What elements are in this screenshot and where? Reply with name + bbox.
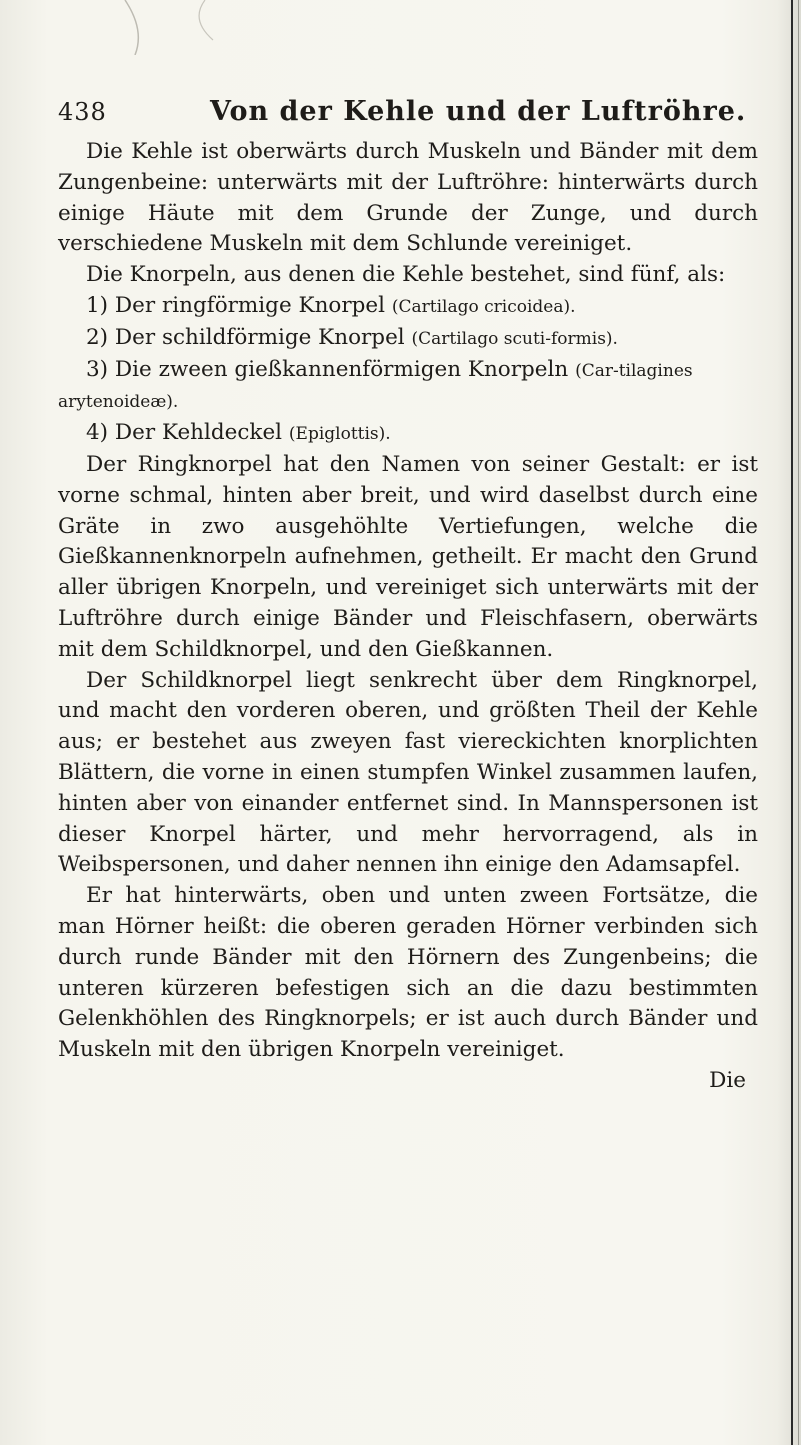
paragraph: Der Ringknorpel hat den Namen von seiner Gestalt: er ist vorne schmal, hinten aber breit, und wird daselbst durch eine Gräte in zwo ausgehöhlte Vertiefungen, welche die Gießkannenknorpeln aufnehmen, getheilt. Er macht den Grund aller übrigen Knorpeln, und vereiniget sich unterwärts mit der Luftröhre durch einige Bänder und Fleischfasern, oberwärts mit dem Schildknorpel, und den Gießkannen. (58, 451, 758, 662)
spine-edge-outer (798, 0, 799, 1445)
page-header (58, 96, 758, 127)
list-item-text: 2) Der schildförmige Knorpel (86, 324, 412, 350)
spine-edge (791, 0, 793, 1445)
catchword: Die (709, 1067, 746, 1093)
paragraph: Die Kehle ist oberwärts durch Muskeln und Bänder mit dem Zungenbeine: unterwärts mit der Luftröhre: hinterwärts durch einige Häute mit dem Grunde der Zunge, und durch verschiedene Muskeln mit dem Schlunde vereiniget. (58, 139, 758, 257)
list-item-text: 3) Die zween gießkannenförmigen Knorpeln (86, 356, 576, 382)
running-title: Von der Kehle und der Luftröhre. (210, 96, 747, 127)
list-item-latin: (Cartilago scuti-formis). (411, 328, 618, 349)
page-content (58, 96, 758, 1097)
list-item-latin: (Cartilago cricoidea). (391, 296, 576, 317)
page-number: 438 (58, 98, 107, 126)
list-item (58, 291, 758, 323)
list-item-text: 4) Der Kehldeckel (86, 420, 289, 446)
list-item (58, 355, 758, 419)
list-item-latin: (Epiglottis). (288, 424, 391, 445)
list-item (58, 418, 758, 450)
paragraph: Er hat hinterwärts, oben und unten zween Fortsätze, die man Hörner heißt: die oberen geraden Hörner verbinden sich durch runde Bänder mit den Hörnern des Zungenbeins; die unteren kürzeren befestigen sich an die dazu bestimmten Gelenkhöhlen des Ringknorpels; er ist auch durch Bänder und Muskeln mit den übrigen Knorpeln vereiniget. (58, 883, 758, 1063)
page-corner-mark (95, 0, 225, 55)
list-item (58, 323, 758, 355)
list-item-latin: (Car-tilagines arytenoideæ). (58, 360, 693, 413)
paragraph: Der Schildknorpel liegt senkrecht über dem Ringknorpel, und macht den vorderen oberen, und größten Theil der Kehle aus; er bestehet aus zweyen fast viereckichten knorplichten Blättern, die vorne in einen stumpfen Winkel zusammen laufen, hinten aber von einander entfernet sind. In Mannspersonen ist dieser Knorpel härter, und mehr hervorragend, als in Weibspersonen, und daher nennen ihn einige den Adamsapfel. (58, 667, 758, 878)
paragraph: Die Knorpeln, aus denen die Kehle bestehet, sind fünf, als: (86, 262, 726, 288)
list-item-text: 1) Der ringförmige Knorpel (86, 292, 392, 318)
